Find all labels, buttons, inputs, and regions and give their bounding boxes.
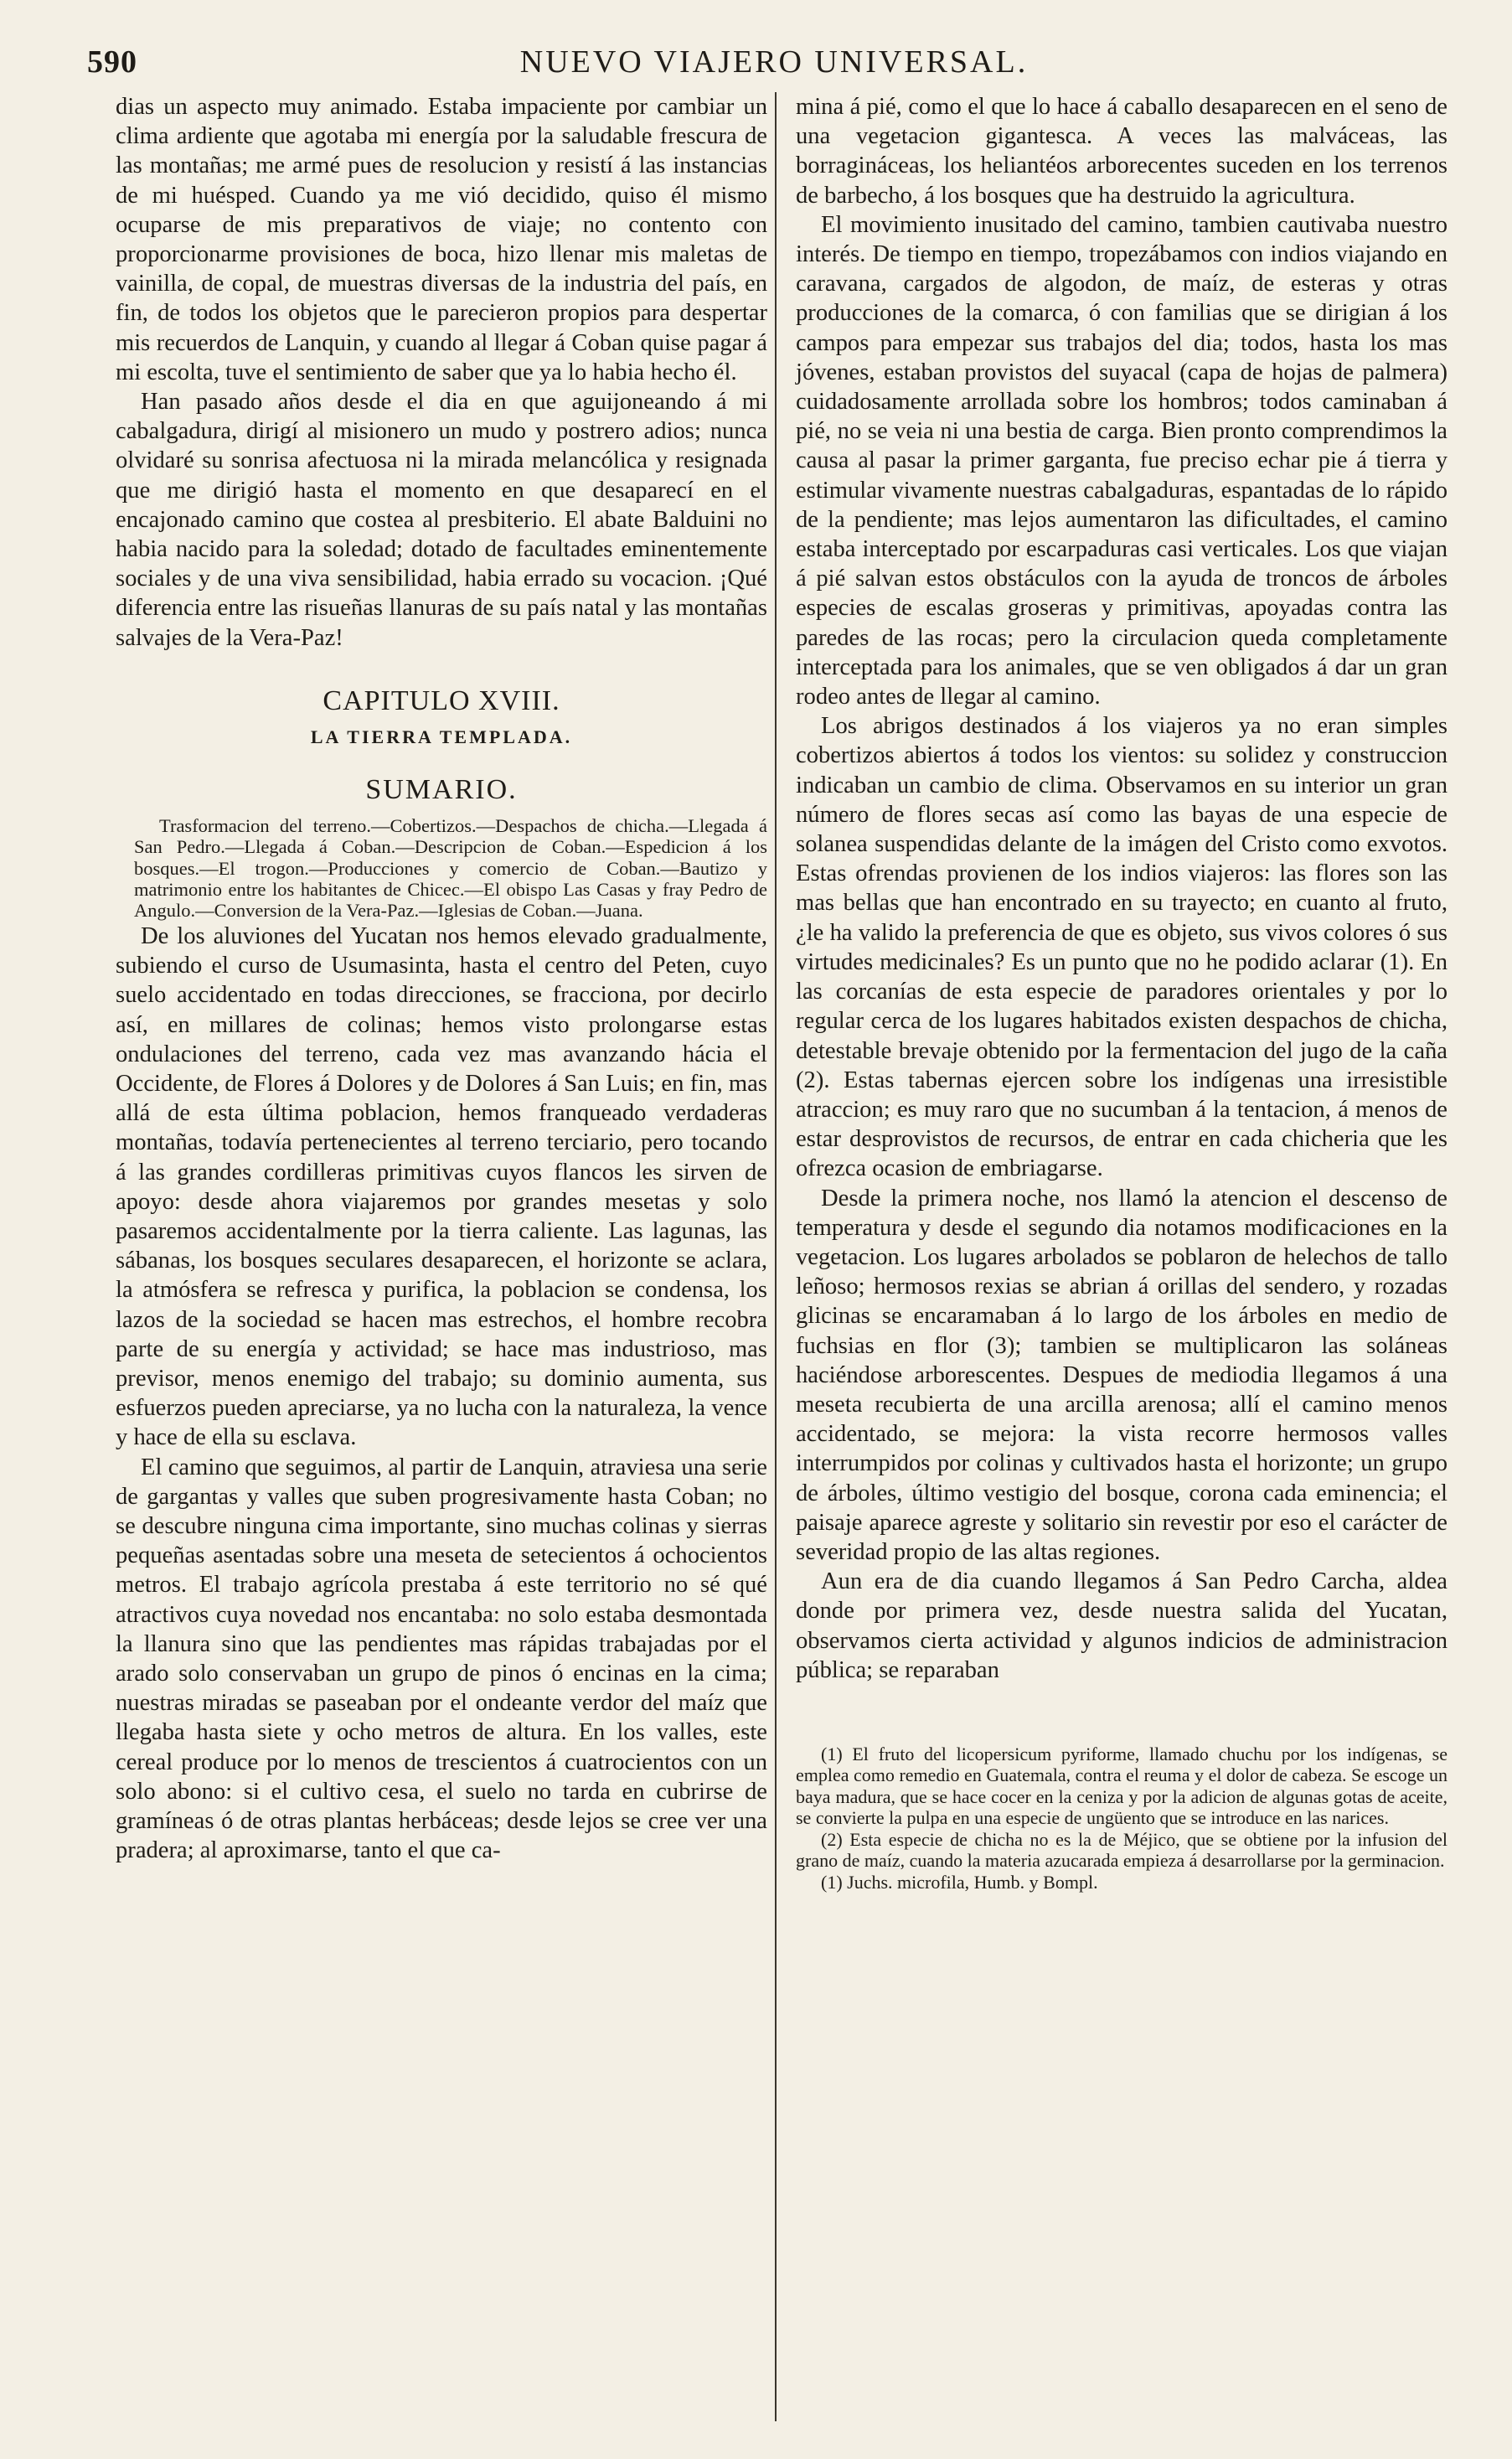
running-head (87, 44, 1461, 87)
left-paragraph-1: dias un aspecto muy animado. Estaba impaciente por cambiar un clima ardiente que agotaba mi energía por la saludable frescura de las montañas; me armé pues de resolucion y resistí á las instancias de mi huésped. Cuando ya me vió decidido, quiso él mismo ocuparse de mis preparativos de viaje; no contento con proporcionarme provisiones de boca, hizo llenar mis maletas de vainilla, de copal, de muestras diversas de la industria del país, en fin, de todos los objetos que le parecieron propios para despertar mis recuerdos de Lanquin, y cuando al llegar á Coban quise pagar á mi escolta, tuve el sentimiento de saber que ya lo habia hecho él. (116, 94, 767, 385)
sumario-title: SUMARIO. (365, 773, 518, 805)
footnote-3: (1) Juchs. microfila, Humb. y Bompl. (821, 1871, 1098, 1893)
journal-title: NUEVO VIAJERO UNIVERSAL. (519, 44, 1029, 80)
right-paragraph-4: Desde la primera noche, nos llamó la atencion el descenso de temperatura y desde el segundo dia notamos modificaciones en la vegetacion. Los lugares arbolados se poblaron de helechos de tallo leñoso; hermosos rexias se abrian á orillas del sendero, y rozadas glicinas se encaramaban á lo largo de los árboles en medio de fuchsias en flor (3); tambien se multiplicaron las soláneas haciéndose arborescentes. Despues de mediodia llegamos á una meseta recubierta de una arcilla arenosa; allí el camino menos accidentado, se mejora: la vista recorre hermosos valles interrumpidos por colinas y cultivados hasta el horizonte; un grupo de árboles, último vestigio del bosque, corona cada eminencia; el paisaje aparece agreste y solitario sin revestir por eso el carácter de severidad propio de las altas regiones. (796, 1185, 1447, 1565)
left-column (116, 92, 767, 1865)
footnote-1: (1) El fruto del licopersicum pyriforme, llamado chuchu por los indígenas, se emplea como remedio en Guatemala, contra el reuma y el dolor de cabeza. Se escoge un baya madura, que se hace cocer en la ceniza y por la adicion de algunas gotas de aceite, se convierte la pulpa en una especie de ungüento que se introduce en las narices. (796, 1743, 1447, 1829)
chapter-title: CAPITULO XVIII. (323, 684, 560, 716)
right-paragraph-2: El movimiento inusitado del camino, tambien cautivaba nuestro interés. De tiempo en tiempo, tropezábamos con indios viajando en caravana, cargados de algodon, de maíz, de esteras y otras producciones de la comarca, ó con familias que se dirigian á los campos para empezar sus trabajos del dia; todos, hasta los mas jóvenes, estaban provistos del suyacal (capa de hojas de palmera) cuidadosamente arrollada sobre los hombros; todos caminaban á pié, no se veia ni una bestia de carga. Bien pronto comprendimos la causa al pasar la primer garganta, fue preciso echar pie á tierra y estimular vivamente nuestras cabalgaduras, espantadas de lo rápido de la pendiente; mas lejos aumentaron las dificultades, el camino estaba interceptado por escarpaduras casi verticales. Los que viajan á pié salvan estos obstáculos con la ayuda de troncos de árboles especies de escalas groseras y primitivas, apoyadas contra las paredes de las rocas; pero la circulacion queda completamente interceptada para los animales, que se ven obligados á dar un gran rodeo antes de llegar al camino. (796, 211, 1447, 710)
left-paragraph-4: El camino que seguimos, al partir de Lanquin, atraviesa una serie de gargantas y valles que suben progresivamente hasta Coban; no se descubre ninguna cima importante, sino muchas colinas y sierras pequeñas asentadas sobre una meseta de setecientos á ochocientos metros. El trabajo agrícola prestaba á este territorio no sé qué atractivos cuya novedad nos encantaba: no solo estaba desmontada la llanura sino que las pendientes mas rápidas trabajadas por el arado solo conservaban un grupo de pinos ó encinas en la cima; nuestras miradas se paseaban por el ondeante verdor del maíz que llegaba hasta siete y ocho metros de altura. En los valles, este cereal produce por lo menos de trescientos á cuatrocientos con un solo abono: si el cultivo cesa, el suelo no tarda en cubrirse de gramíneas ó de otras plantas herbáceas; desde lejos se cree ver una pradera; al aproximarse, tanto el que ca- (116, 1454, 767, 1864)
footnote-2: (2) Esta especie de chicha no es la de Méjico, que se obtiene por la infusion del grano de maíz, cuando la materia azucarada empieza á desarrollarse por la germinacion. (796, 1828, 1447, 1872)
right-paragraph-3: Los abrigos destinados á los viajeros ya no eran simples cobertizos abiertos á todos los vientos: su solidez y construccion indicaban un cambio de clima. Observamos en su interior un gran número de flores secas así como las bayas de una especie de solanea suspendidas delante de la imágen del Cristo como exvotos. Estas ofrendas provienen de los indios viajeros: las flores son las mas bellas que han encontrado en su trayecto; en cuanto al fruto, ¿le ha valido la preferencia de que es objeto, sus vivos colores ó sus virtudes medicinales? Es un punto que no he podido aclarar (1). En las corcanías de esta especie de paradores orientales y por lo regular cerca de los lugares habitados existen despachos de chicha, detestable brevaje obtenido por la fermentacion del jugo de la caña (2). Estas tabernas ejercen sobre los indígenas una irresistible atraccion; es muy raro que no sucumban á la tentacion, á menos de estar desprovistos de recursos, de entrar en cada chicheria que les ofrezca ocasion de embriagarse. (796, 713, 1447, 1182)
column-divider (775, 92, 777, 2421)
left-paragraph-2: Han pasado años desde el dia en que aguijoneando á mi cabalgadura, dirigí al misionero un mudo y postrero adios; nunca olvidaré su sonrisa afectuosa ni la mirada melancólica y resignada que me dirigió hasta el momento en que desaparecí en el encajonado camino que costea al presbiterio. El abate Balduini no habia nacido para la soledad; dotado de facultades eminentemente sociales y de una viva sensibilidad, habia errado su vocacion. ¡Qué diferencia entre las risueñas llanuras de su país natal y las montañas salvajes de la Vera-Paz! (116, 389, 767, 651)
right-column (796, 92, 1447, 1893)
sumario-text: Trasformacion del terreno.—Cobertizos.—Despachos de chicha.—Llegada á San Pedro.—Llegada á Coban.—Descripcion de Coban.—Espedicion á los bosques.—El trogon.—Producciones y comercio de Coban.—Bautizo y matrimonio entre los habitantes de Chicec.—El obispo Las Casas y fray Pedro de Angulo.—Conversion de la Vera-Paz.—Iglesias de Coban.—Juana. (134, 814, 767, 922)
right-paragraph-1: mina á pié, como el que lo hace á caballo desaparecen en el seno de una vegetacion gigantesca. A veces las malváceas, las borragináceas, los heliantéos arborecentes suceden en los terrenos de barbecho, á los bosques que ha destruido la agricultura. (796, 94, 1447, 209)
chapter-subtitle: LA TIERRA TEMPLADA. (310, 726, 573, 747)
page-number: 590 (87, 44, 137, 80)
left-paragraph-3: De los aluviones del Yucatan nos hemos elevado gradualmente, subiendo el curso de Usumasinta, hasta el centro del Peten, cuyo suelo accidentado en todas direcciones, se fracciona, por decirlo así, en millares de colinas; hemos visto prolongarse estas ondulaciones del terreno, cada vez mas avanzando hácia el Occidente, de Flores á Dolores y de Dolores á San Luis; en fin, mas allá de esta última poblacion, hemos franqueado verdaderas montañas, todavía pertenecientes al terreno terciario, pero tocando á las grandes cordilleras primitivas cuyos flancos les sirven de apoyo: desde ahora viajaremos por grandes mesetas y solo pasaremos accidentalmente por la tierra caliente. Las lagunas, las sábanas, los bosques seculares desaparecen, el horizonte se aclara, la atmósfera se refresca y purifica, la poblacion se condensa, los lazos de la sociedad se hacen mas estrechos, el hombre recobra parte de su energía y actividad; se hace mas industrioso, mas previsor, menos enemigo del trabajo; su dominio aumenta, sus esfuerzos pueden apreciarse, ya no lucha con la naturaleza, la vence y hace de ella su esclava. (116, 922, 767, 1451)
right-paragraph-5: Aun era de dia cuando llegamos á San Pedro Carcha, aldea donde por primera vez, desde nuestra salida del Yucatan, observamos cierta actividad y algunos indicios de administracion pública; se reparaban (796, 1568, 1447, 1683)
footnotes (796, 1744, 1447, 1893)
